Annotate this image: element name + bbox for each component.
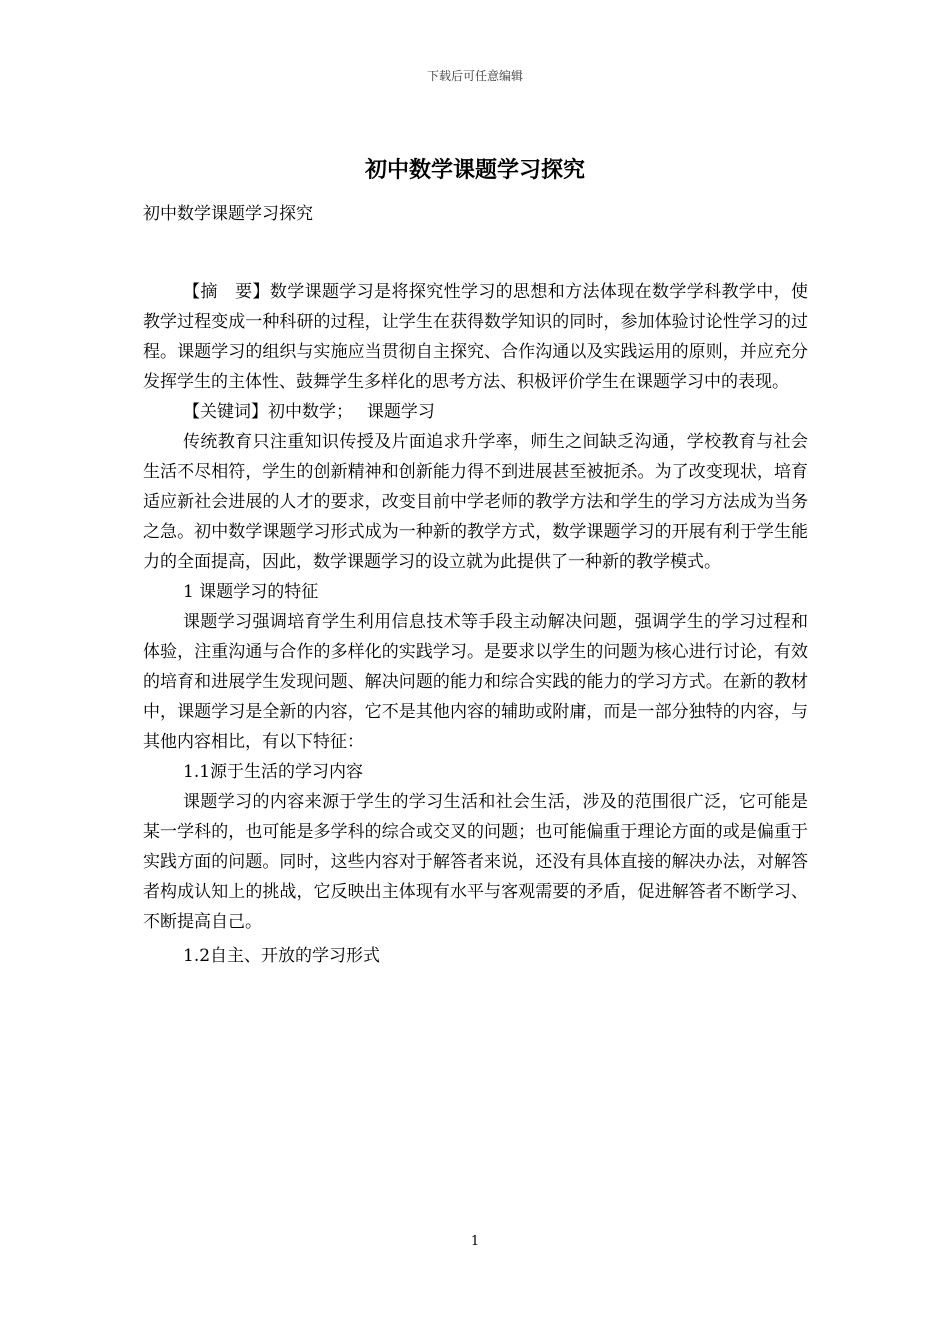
section-heading-1: 1 课题学习的特征 [183, 582, 319, 602]
document-subtitle: 初中数学课题学习探究 [143, 204, 313, 224]
intro-paragraph: 传统教育只注重知识传授及片面追求升学率，师生之间缺乏沟通，学校教育与社会生活不尽相符，学生的创新精神和创新能力得不到进展甚至被扼杀。为了改变现状，培育适应新社会进展的人才的要求，改变目前中学老师的教学方法和学生的学习方法成为当务之急。初中数学课题学习形式成为一种新的教学方式，数学课题学习的开展有利于学生能力的全面提高，因此，数学课题学习的设立就为此提供了一种新的教学模式。 [143, 432, 808, 572]
page-header: 下载后可任意编辑 [426, 69, 523, 83]
subsection-heading-1-2: 1.2自主、开放的学习形式 [183, 946, 381, 966]
abstract-paragraph: 【摘 要】数学课题学习是将探究性学习的思想和方法体现在数学学科教学中，使教学过程变成一种科研的过程，让学生在获得数学知识的同时，参加体验讨论性学习的过程。课题学习的组织与实施应当贯彻自主探究、合作沟通以及实践运用的原则，并应充分发挥学生的主体性、鼓舞学生多样化的思考方法、积极评价学生在课题学习中的表现。 [143, 282, 808, 392]
document-body [143, 199, 808, 971]
section-1-paragraph: 课题学习强调培育学生利用信息技术等手段主动解决问题，强调学生的学习过程和体验，注重沟通与合作的多样化的实践学习。是要求以学生的问题为核心进行讨论，有效的培育和进展学生发现问题、解决问题的能力和综合实践的能力的学习方式。在新的教材中，课题学习是全新的内容，它不是其他内容的辅助或附庸，而是一部分独特的内容，与其他内容相比，有以下特征： [143, 612, 808, 752]
keywords-line: 【关键词】初中数学； 课题学习 [183, 402, 435, 422]
document-title: 初中数学课题学习探究 [364, 157, 585, 183]
page-number: 1 [470, 1234, 480, 1249]
subsection-1-1-paragraph: 课题学习的内容来源于学生的学习生活和社会生活，涉及的范围很广泛，它可能是某一学科的，也可能是多学科的综合或交叉的问题；也可能偏重于理论方面的或是偏重于实践方面的问题。同时，这些内容对于解答者来说，还没有具体直接的解决办法，对解答者构成认知上的挑战，它反映出主体现有水平与客观需要的矛盾，促进解答者不断学习、不断提高自己。 [143, 792, 808, 932]
subsection-heading-1-1: 1.1源于生活的学习内容 [183, 762, 364, 782]
